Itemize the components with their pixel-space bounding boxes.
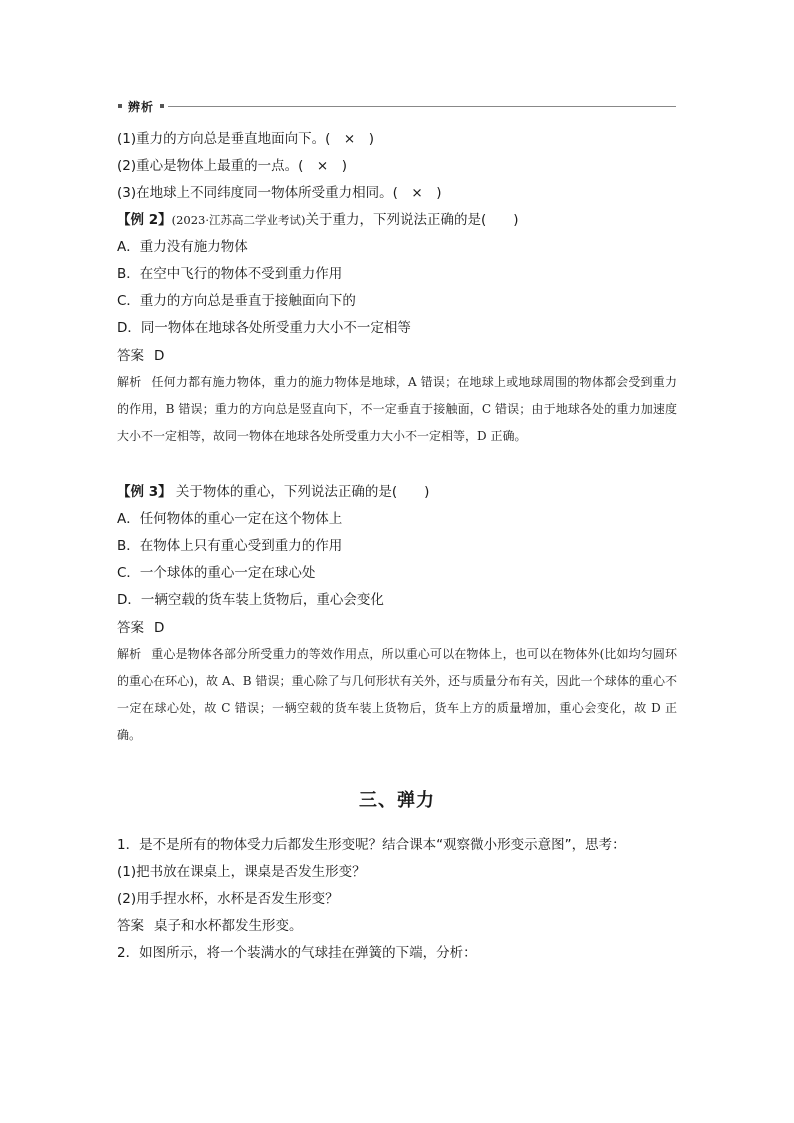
explanation-text: 任何力都有施力物体，重力的施力物体是地球，A 错误；在地球上或地球周围的物体都会受到重力的作用，B 错误；重力的方向总是竖直向下，不一定垂直于接触面，C 错误；由于地球各处的重力加速度大小不一定相等，故同一物体在地球各处所受重力大小不一定相等，D 正确。 xyxy=(117,375,677,443)
answer-label: 答案 xyxy=(117,348,144,364)
example2-question: 关于重力，下列说法正确的是( ) xyxy=(305,212,519,228)
question-2: 2．如图所示，将一个装满水的气球挂在弹簧的下端，分析： xyxy=(117,945,477,961)
bullet-square-icon xyxy=(160,104,164,108)
example3-option-c: C．一个球体的重心一定在球心处 xyxy=(117,565,316,581)
example2-option-b: B．在空中飞行的物体不受到重力作用 xyxy=(117,266,343,282)
judgment-1: (1)重力的方向总是垂直地面向下。( × ) xyxy=(117,131,374,147)
answer-value: D xyxy=(154,348,165,364)
example3-stem xyxy=(117,484,429,500)
example3-option-a: A．任何物体的重心一定在这个物体上 xyxy=(117,511,343,527)
section-bar xyxy=(118,98,676,114)
example3-question: 关于物体的重心，下列说法正确的是( ) xyxy=(175,484,430,500)
example3-answer xyxy=(117,620,164,636)
example2-source: (2023·江苏高二学业考试) xyxy=(171,213,306,227)
example2-option-c: C．重力的方向总是垂直于接触面向下的 xyxy=(117,293,356,309)
question-1: 1．是不是所有的物体受力后都发生形变呢？结合课本“观察微小形变示意图”，思考： xyxy=(117,837,626,853)
example2-tag: 【例 2】 xyxy=(117,212,172,228)
example3-option-d: D．一辆空载的货车装上货物后，重心会变化 xyxy=(117,592,384,608)
question-1-sub-1: (1)把书放在课桌上，课桌是否发生形变？ xyxy=(117,864,366,880)
judgment-2: (2)重心是物体上最重的一点。( × ) xyxy=(117,158,347,174)
example2-stem xyxy=(117,212,519,228)
answer-value: D xyxy=(154,620,165,636)
example2-explanation xyxy=(117,369,677,450)
explanation-label: 解析 xyxy=(117,375,142,389)
answer-label: 答案 xyxy=(117,620,144,636)
explanation-label: 解析 xyxy=(117,647,142,661)
explanation-text: 重心是物体各部分所受重力的等效作用点，所以重心可以在物体上，也可以在物体外(比如均匀圆环的重心在环心)，故 A、B 错误；重心除了与几何形状有关外，还与质量分布有关，因此一个球体的重心不一定在球心处，故 C 错误；一辆空载的货车装上货物后，货车上方的质量增加，重心会变化，故 D 正确。 xyxy=(117,647,677,742)
answer-value: 桌子和水杯都发生形变。 xyxy=(154,918,303,934)
question-1-sub-2: (2)用手捏水杯，水杯是否发生形变？ xyxy=(117,891,339,907)
example2-answer xyxy=(117,348,164,364)
example3-explanation xyxy=(117,641,677,749)
example3-tag: 【例 3】 xyxy=(117,484,172,500)
judgment-3: (3)在地球上不同纬度同一物体所受重力相同。( × ) xyxy=(117,185,442,201)
example3-option-b: B．在物体上只有重心受到重力的作用 xyxy=(117,538,343,554)
section-label: 辨析 xyxy=(128,99,155,114)
section-heading: 三、弹力 xyxy=(359,790,435,811)
answer-label: 答案 xyxy=(117,918,144,934)
question-1-answer xyxy=(117,918,303,934)
divider-line xyxy=(168,106,676,107)
bullet-square-icon xyxy=(118,104,122,108)
example2-option-a: A．重力没有施力物体 xyxy=(117,239,248,255)
example2-option-d: D．同一物体在地球各处所受重力大小不一定相等 xyxy=(117,320,411,336)
